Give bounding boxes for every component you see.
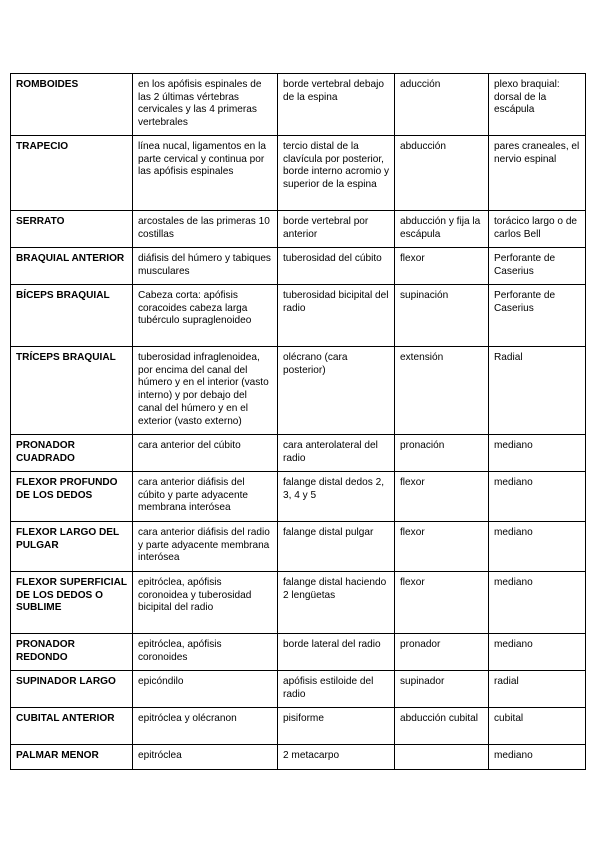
table-row — [11, 472, 586, 522]
action-cell: pronador — [395, 634, 489, 671]
muscle-name-cell: BÍCEPS BRAQUIAL — [11, 285, 133, 347]
nerve-cell: plexo braquial: dorsal de la escápula — [489, 74, 586, 136]
table-row — [11, 671, 586, 708]
origin-cell: diáfisis del húmero y tabiques musculares — [133, 248, 278, 285]
action-cell: flexor — [395, 572, 489, 634]
insertion-cell: cara anterolateral del radio — [278, 435, 395, 472]
action-cell: abducción y fija la escápula — [395, 211, 489, 248]
table-row — [11, 136, 586, 211]
origin-cell: epitróclea — [133, 745, 278, 770]
nerve-cell: mediano — [489, 435, 586, 472]
insertion-cell: tuberosidad bicipital del radio — [278, 285, 395, 347]
table-row — [11, 522, 586, 572]
insertion-cell: borde lateral del radio — [278, 634, 395, 671]
nerve-cell: mediano — [489, 522, 586, 572]
nerve-cell: mediano — [489, 634, 586, 671]
muscle-name-cell: PALMAR MENOR — [11, 745, 133, 770]
insertion-cell: falange distal haciendo 2 lengüetas — [278, 572, 395, 634]
muscle-name-cell: SERRATO — [11, 211, 133, 248]
table-row — [11, 248, 586, 285]
insertion-cell: pisiforme — [278, 708, 395, 745]
insertion-cell: borde vertebral por anterior — [278, 211, 395, 248]
action-cell: extensión — [395, 347, 489, 435]
table-row — [11, 745, 586, 770]
origin-cell: epitróclea y olécranon — [133, 708, 278, 745]
origin-cell: cara anterior del cúbito — [133, 435, 278, 472]
table-row — [11, 435, 586, 472]
action-cell: supinación — [395, 285, 489, 347]
insertion-cell: tercio distal de la clavícula por posterior, borde interno acromio y superior de la espina — [278, 136, 395, 211]
nerve-cell: Perforante de Caserius — [489, 285, 586, 347]
origin-cell: cara anterior diáfisis del radio y parte adyacente membrana interósea — [133, 522, 278, 572]
insertion-cell: borde vertebral debajo de la espina — [278, 74, 395, 136]
origin-cell: en los apófisis espinales de las 2 últimas vértebras cervicales y las 4 primeras vertebrales — [133, 74, 278, 136]
insertion-cell: tuberosidad del cúbito — [278, 248, 395, 285]
action-cell: flexor — [395, 522, 489, 572]
muscle-name-cell: FLEXOR PROFUNDO DE LOS DEDOS — [11, 472, 133, 522]
muscle-name-cell: FLEXOR LARGO DEL PULGAR — [11, 522, 133, 572]
origin-cell: epicóndilo — [133, 671, 278, 708]
insertion-cell: 2 metacarpo — [278, 745, 395, 770]
muscle-name-cell: CUBITAL ANTERIOR — [11, 708, 133, 745]
origin-cell: línea nucal, ligamentos en la parte cervical y continua por las apófisis espinales — [133, 136, 278, 211]
table-row — [11, 572, 586, 634]
origin-cell: Cabeza corta: apófisis coracoides cabeza larga tubérculo supraglenoideo — [133, 285, 278, 347]
muscle-name-cell: TRAPECIO — [11, 136, 133, 211]
insertion-cell: falange distal dedos 2, 3, 4 y 5 — [278, 472, 395, 522]
muscle-name-cell: SUPINADOR LARGO — [11, 671, 133, 708]
nerve-cell: radial — [489, 671, 586, 708]
insertion-cell: olécrano (cara posterior) — [278, 347, 395, 435]
nerve-cell: mediano — [489, 572, 586, 634]
table-row — [11, 285, 586, 347]
nerve-cell: Radial — [489, 347, 586, 435]
muscle-name-cell: PRONADOR CUADRADO — [11, 435, 133, 472]
action-cell: flexor — [395, 472, 489, 522]
muscle-table — [10, 73, 586, 770]
action-cell — [395, 745, 489, 770]
muscle-name-cell: FLEXOR SUPERFICIAL DE LOS DEDOS O SUBLIME — [11, 572, 133, 634]
insertion-cell: falange distal pulgar — [278, 522, 395, 572]
table-row — [11, 634, 586, 671]
nerve-cell: Perforante de Caserius — [489, 248, 586, 285]
muscle-name-cell: BRAQUIAL ANTERIOR — [11, 248, 133, 285]
origin-cell: arcostales de las primeras 10 costillas — [133, 211, 278, 248]
action-cell: aducción — [395, 74, 489, 136]
origin-cell: epitróclea, apófisis coronoidea y tuberosidad bicipital del radio — [133, 572, 278, 634]
origin-cell: epitróclea, apófisis coronoides — [133, 634, 278, 671]
action-cell: flexor — [395, 248, 489, 285]
action-cell: supinador — [395, 671, 489, 708]
nerve-cell: torácico largo o de carlos Bell — [489, 211, 586, 248]
nerve-cell: cubital — [489, 708, 586, 745]
origin-cell: tuberosidad infraglenoidea, por encima del canal del húmero y en el interior (vasto interno) y por debajo del canal del húmero y en el exterior (vasto externo) — [133, 347, 278, 435]
table-row — [11, 708, 586, 745]
action-cell: abducción — [395, 136, 489, 211]
table-row — [11, 347, 586, 435]
action-cell: abducción cubital — [395, 708, 489, 745]
muscle-name-cell: ROMBOIDES — [11, 74, 133, 136]
action-cell: pronación — [395, 435, 489, 472]
table-row — [11, 74, 586, 136]
origin-cell: cara anterior diáfisis del cúbito y parte adyacente membrana interósea — [133, 472, 278, 522]
nerve-cell: mediano — [489, 745, 586, 770]
table-row — [11, 211, 586, 248]
nerve-cell: mediano — [489, 472, 586, 522]
insertion-cell: apófisis estiloide del radio — [278, 671, 395, 708]
nerve-cell: pares craneales, el nervio espinal — [489, 136, 586, 211]
muscle-name-cell: PRONADOR REDONDO — [11, 634, 133, 671]
muscle-name-cell: TRÍCEPS BRAQUIAL — [11, 347, 133, 435]
